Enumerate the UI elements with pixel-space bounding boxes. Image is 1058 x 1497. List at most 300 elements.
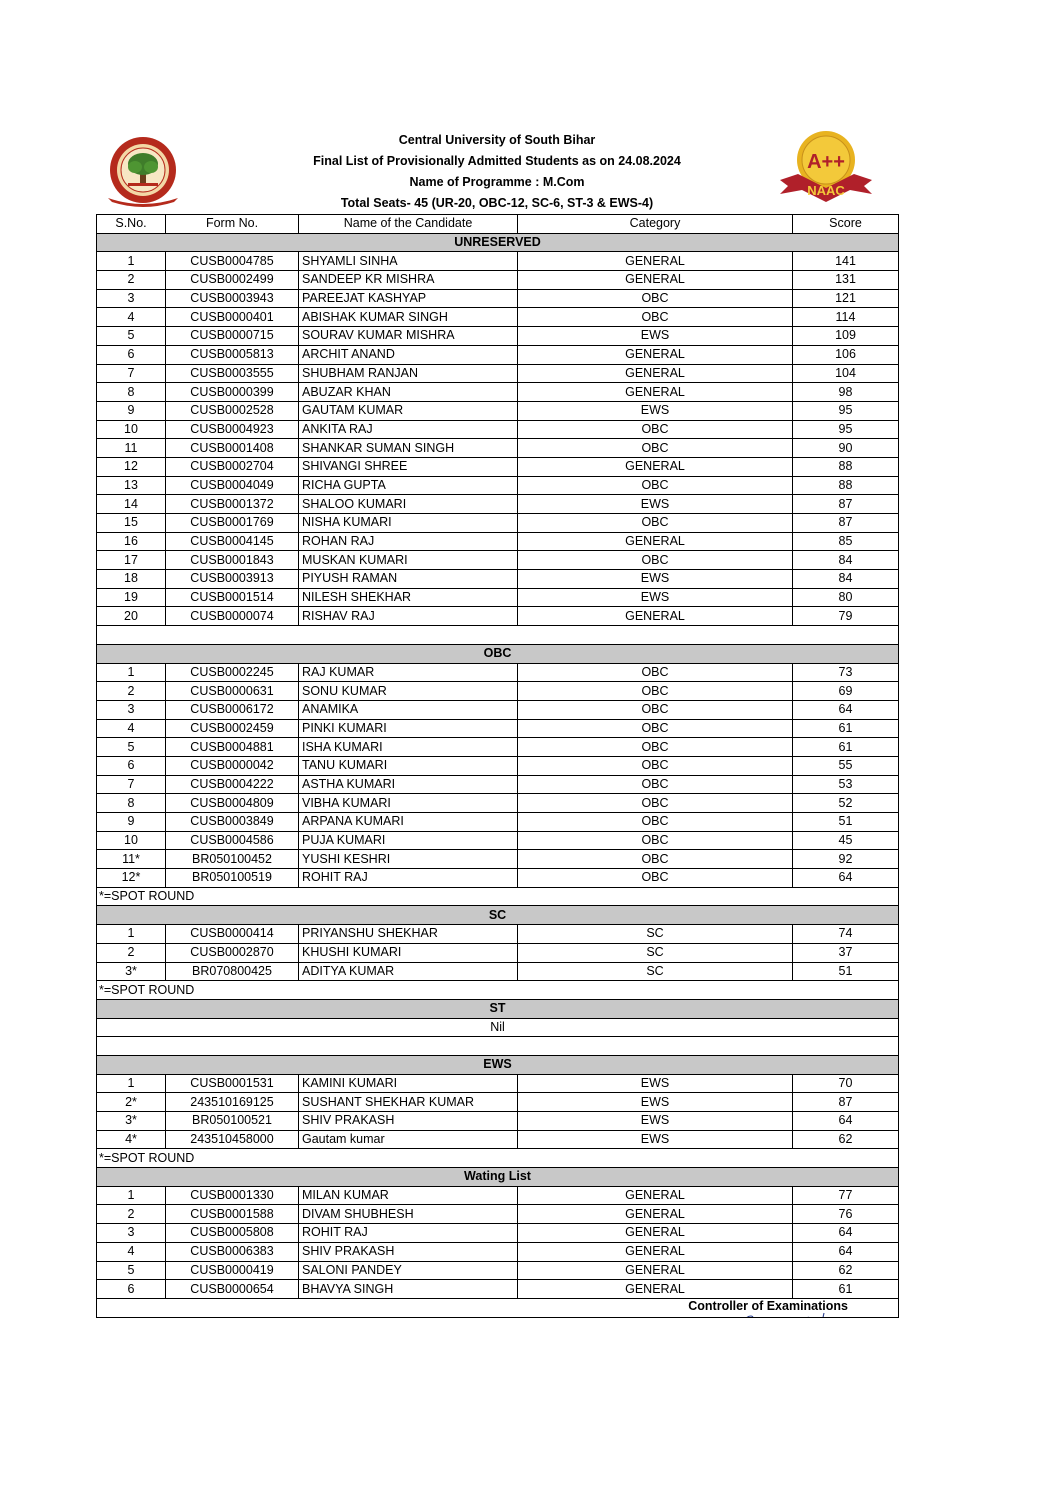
cell-category: GENERAL: [518, 271, 793, 290]
cell-form-no: CUSB0000399: [166, 383, 299, 402]
signature-cell: [97, 1298, 899, 1317]
cell-form-no: CUSB0004049: [166, 476, 299, 495]
cell-name: NILESH SHEKHAR: [299, 588, 518, 607]
cell-name: ANKITA RAJ: [299, 420, 518, 439]
cell-form-no: CUSB0001408: [166, 439, 299, 458]
cell-sno: 2: [97, 682, 166, 701]
cell-category: SC: [518, 943, 793, 962]
cell-category: EWS: [518, 1074, 793, 1093]
cell-category: OBC: [518, 420, 793, 439]
cell-sno: 8: [97, 383, 166, 402]
cell-score: 51: [793, 813, 899, 832]
cell-category: OBC: [518, 663, 793, 682]
cell-category: GENERAL: [518, 1224, 793, 1243]
cell-category: EWS: [518, 1112, 793, 1131]
naac-badge: [778, 130, 874, 208]
cell-sno: 15: [97, 514, 166, 533]
cell-score: 62: [793, 1130, 899, 1149]
cell-category: OBC: [518, 756, 793, 775]
cell-form-no: CUSB0002499: [166, 271, 299, 290]
programme-name: Name of Programme : M.Com: [409, 175, 585, 189]
table-row: [97, 719, 899, 738]
cell-name: YUSHI KESHRI: [299, 850, 518, 869]
cell-category: OBC: [518, 869, 793, 888]
cell-name: GAUTAM KUMAR: [299, 401, 518, 420]
cell-category: EWS: [518, 327, 793, 346]
cell-category: EWS: [518, 495, 793, 514]
cell-sno: 6: [97, 756, 166, 775]
cell-score: 55: [793, 756, 899, 775]
cell-name: RISHAV RAJ: [299, 607, 518, 626]
table-row: [97, 700, 899, 719]
cell-score: 74: [793, 925, 899, 944]
cell-form-no: CUSB0003943: [166, 289, 299, 308]
spot-round-note-row: [97, 981, 899, 1000]
cell-name: ASTHA KUMARI: [299, 775, 518, 794]
list-title: Final List of Provisionally Admitted Students as on 24.08.2024: [313, 154, 681, 168]
cell-score: 92: [793, 850, 899, 869]
cell-score: 73: [793, 663, 899, 682]
cell-category: EWS: [518, 588, 793, 607]
cell-score: 121: [793, 289, 899, 308]
cell-score: 53: [793, 775, 899, 794]
cell-name: ANAMIKA: [299, 700, 518, 719]
cell-name: SHUBHAM RANJAN: [299, 364, 518, 383]
cell-name: ROHIT RAJ: [299, 1224, 518, 1243]
cell-form-no: BR050100521: [166, 1112, 299, 1131]
cell-form-no: CUSB0004222: [166, 775, 299, 794]
cell-name: PIYUSH RAMAN: [299, 570, 518, 589]
cell-sno: 2: [97, 943, 166, 962]
cell-score: 87: [793, 514, 899, 533]
cell-sno: 3: [97, 1224, 166, 1243]
section-header-st: [97, 999, 899, 1018]
col-sno-header: S.No.: [97, 215, 166, 234]
cell-score: 64: [793, 869, 899, 888]
cell-category: EWS: [518, 570, 793, 589]
cell-name: SHANKAR SUMAN SINGH: [299, 439, 518, 458]
table-row: [97, 551, 899, 570]
cell-score: 90: [793, 439, 899, 458]
table-row: [97, 457, 899, 476]
cell-category: OBC: [518, 682, 793, 701]
cell-score: 95: [793, 401, 899, 420]
spot-round-note-row: [97, 887, 899, 906]
cell-name: RICHA GUPTA: [299, 476, 518, 495]
naac-grade: A++: [807, 151, 845, 173]
cell-sno: 7: [97, 364, 166, 383]
cell-name: ABISHAK KUMAR SINGH: [299, 308, 518, 327]
cell-sno: 3: [97, 700, 166, 719]
table-row: [97, 925, 899, 944]
cell-name: ARCHIT ANAND: [299, 345, 518, 364]
cell-name: KHUSHI KUMARI: [299, 943, 518, 962]
cell-score: 77: [793, 1186, 899, 1205]
table-row: [97, 1261, 899, 1280]
table-row: [97, 401, 899, 420]
cell-category: OBC: [518, 551, 793, 570]
cell-score: 37: [793, 943, 899, 962]
cell-name: DIVAM SHUBHESH: [299, 1205, 518, 1224]
cell-sno: 1: [97, 663, 166, 682]
table-row: [97, 607, 899, 626]
table-row: [97, 1242, 899, 1261]
cell-score: 95: [793, 420, 899, 439]
cell-score: 131: [793, 271, 899, 290]
cell-name: KAMINI KUMARI: [299, 1074, 518, 1093]
cell-score: 52: [793, 794, 899, 813]
section-header-sc: [97, 906, 899, 925]
cell-score: 85: [793, 532, 899, 551]
table-row: [97, 756, 899, 775]
cell-form-no: CUSB0001588: [166, 1205, 299, 1224]
cell-name: SALONI PANDEY: [299, 1261, 518, 1280]
cell-score: 51: [793, 962, 899, 981]
cell-name: Gautam kumar: [299, 1130, 518, 1149]
cell-category: OBC: [518, 439, 793, 458]
col-category-header: Category: [518, 215, 793, 234]
cell-score: 106: [793, 345, 899, 364]
section-title: Wating List: [97, 1168, 899, 1187]
table-row: [97, 476, 899, 495]
section-title: OBC: [97, 644, 899, 663]
st-nil: Nil: [97, 1018, 899, 1037]
cell-sno: 10: [97, 831, 166, 850]
cell-score: 62: [793, 1261, 899, 1280]
cell-score: 84: [793, 551, 899, 570]
cell-form-no: CUSB0002245: [166, 663, 299, 682]
section-title: EWS: [97, 1055, 899, 1074]
col-score-header: Score: [793, 215, 899, 234]
cell-name: SHIVANGI SHREE: [299, 457, 518, 476]
cell-score: 98: [793, 383, 899, 402]
cell-category: GENERAL: [518, 1280, 793, 1299]
cell-sno: 9: [97, 813, 166, 832]
admission-table: [96, 214, 899, 1318]
cell-category: GENERAL: [518, 532, 793, 551]
table-row: [97, 663, 899, 682]
cell-sno: 6: [97, 345, 166, 364]
cell-category: GENERAL: [518, 457, 793, 476]
cell-form-no: CUSB0001514: [166, 588, 299, 607]
cell-category: GENERAL: [518, 252, 793, 271]
table-row: [97, 327, 899, 346]
cell-form-no: CUSB0002459: [166, 719, 299, 738]
cell-sno: 11: [97, 439, 166, 458]
cell-name: SHYAMLI SINHA: [299, 252, 518, 271]
cell-sno: 19: [97, 588, 166, 607]
cell-name: ABUZAR KHAN: [299, 383, 518, 402]
university-name: Central University of South Bihar: [398, 133, 596, 147]
cell-form-no: CUSB0005813: [166, 345, 299, 364]
cell-sno: 3*: [97, 1112, 166, 1131]
cell-category: GENERAL: [518, 1186, 793, 1205]
cell-sno: 4: [97, 1242, 166, 1261]
cell-category: GENERAL: [518, 1205, 793, 1224]
cell-category: EWS: [518, 1093, 793, 1112]
cell-sno: 5: [97, 327, 166, 346]
cell-form-no: CUSB0000074: [166, 607, 299, 626]
table-row: [97, 439, 899, 458]
table-row: [97, 495, 899, 514]
cell-name: SHIV PRAKASH: [299, 1242, 518, 1261]
cell-sno: 18: [97, 570, 166, 589]
table-row: [97, 532, 899, 551]
cell-category: OBC: [518, 850, 793, 869]
cell-category: OBC: [518, 775, 793, 794]
cell-name: PAREEJAT KASHYAP: [299, 289, 518, 308]
blank-row: [97, 1037, 899, 1056]
cell-score: 61: [793, 738, 899, 757]
cell-sno: 12*: [97, 869, 166, 888]
cell-score: 64: [793, 1112, 899, 1131]
cell-form-no: CUSB0003555: [166, 364, 299, 383]
cell-category: OBC: [518, 514, 793, 533]
table-row: [97, 420, 899, 439]
cell-sno: 1: [97, 1074, 166, 1093]
cell-sno: 4: [97, 719, 166, 738]
table-row: [97, 1186, 899, 1205]
cell-form-no: CUSB0004881: [166, 738, 299, 757]
cell-category: EWS: [518, 1130, 793, 1149]
cell-name: BHAVYA SINGH: [299, 1280, 518, 1299]
cell-sno: 1: [97, 1186, 166, 1205]
cell-category: SC: [518, 962, 793, 981]
table-header-row: [97, 215, 899, 234]
blank-row: [97, 626, 899, 645]
cell-name: PINKI KUMARI: [299, 719, 518, 738]
section-title: ST: [97, 999, 899, 1018]
table-row: [97, 1224, 899, 1243]
cell-score: 61: [793, 1280, 899, 1299]
cell-form-no: CUSB0002528: [166, 401, 299, 420]
table-row: [97, 869, 899, 888]
table-row: [97, 1280, 899, 1299]
cell-sno: 1: [97, 925, 166, 944]
cell-name: VIBHA KUMARI: [299, 794, 518, 813]
cell-sno: 2*: [97, 1093, 166, 1112]
st-nil-row: [97, 1018, 899, 1037]
cell-name: RAJ KUMAR: [299, 663, 518, 682]
cell-category: GENERAL: [518, 607, 793, 626]
cell-form-no: CUSB0002870: [166, 943, 299, 962]
cell-name: NISHA KUMARI: [299, 514, 518, 533]
cell-category: GENERAL: [518, 1261, 793, 1280]
table-row: [97, 1130, 899, 1149]
cell-form-no: CUSB0000631: [166, 682, 299, 701]
cell-score: 84: [793, 570, 899, 589]
cell-score: 114: [793, 308, 899, 327]
cell-sno: 8: [97, 794, 166, 813]
cell-name: SONU KUMAR: [299, 682, 518, 701]
table-row: [97, 1205, 899, 1224]
cell-score: 104: [793, 364, 899, 383]
cell-form-no: CUSB0004145: [166, 532, 299, 551]
cell-sno: 12: [97, 457, 166, 476]
cell-form-no: CUSB0000654: [166, 1280, 299, 1299]
table-row: [97, 1093, 899, 1112]
cell-score: 64: [793, 1242, 899, 1261]
cell-sno: 13: [97, 476, 166, 495]
cell-form-no: CUSB0005808: [166, 1224, 299, 1243]
cell-category: EWS: [518, 401, 793, 420]
cell-form-no: CUSB0006383: [166, 1242, 299, 1261]
cell-sno: 14: [97, 495, 166, 514]
cell-form-no: CUSB0004586: [166, 831, 299, 850]
cell-form-no: CUSB0001372: [166, 495, 299, 514]
table-row: [97, 682, 899, 701]
cell-name: SOURAV KUMAR MISHRA: [299, 327, 518, 346]
cell-form-no: CUSB0000419: [166, 1261, 299, 1280]
cell-form-no: CUSB0004809: [166, 794, 299, 813]
cell-category: OBC: [518, 700, 793, 719]
naac-label: NAAC: [807, 183, 845, 198]
cell-form-no: BR050100452: [166, 850, 299, 869]
cell-category: GENERAL: [518, 345, 793, 364]
table-row: [97, 271, 899, 290]
table-row: [97, 383, 899, 402]
cell-sno: 2: [97, 1205, 166, 1224]
spot-round-note: *=SPOT ROUND: [97, 1149, 899, 1168]
spot-round-note: *=SPOT ROUND: [97, 887, 899, 906]
table-row: [97, 943, 899, 962]
cell-form-no: 243510169125: [166, 1093, 299, 1112]
cell-sno: 3: [97, 289, 166, 308]
cell-form-no: CUSB0001531: [166, 1074, 299, 1093]
table-row: [97, 570, 899, 589]
cell-name: SHALOO KUMARI: [299, 495, 518, 514]
table-row: [97, 738, 899, 757]
cell-form-no: CUSB0004785: [166, 252, 299, 271]
cell-sno: 4*: [97, 1130, 166, 1149]
document-header: [96, 128, 898, 214]
table-row: [97, 794, 899, 813]
cell-score: 109: [793, 327, 899, 346]
cell-name: PUJA KUMARI: [299, 831, 518, 850]
cell-name: ADITYA KUMAR: [299, 962, 518, 981]
table-row: [97, 308, 899, 327]
table-row: [97, 364, 899, 383]
cell-score: 64: [793, 1224, 899, 1243]
cell-form-no: CUSB0000715: [166, 327, 299, 346]
blank-cell: [97, 1037, 899, 1056]
cell-form-no: BR070800425: [166, 962, 299, 981]
cell-form-no: CUSB0001769: [166, 514, 299, 533]
cell-sno: 10: [97, 420, 166, 439]
cell-category: OBC: [518, 794, 793, 813]
cell-form-no: 243510458000: [166, 1130, 299, 1149]
cell-sno: 16: [97, 532, 166, 551]
cell-name: ROHIT RAJ: [299, 869, 518, 888]
spot-round-note-row: [97, 1149, 899, 1168]
cell-sno: 2: [97, 271, 166, 290]
total-seats: Total Seats- 45 (UR-20, OBC-12, SC-6, ST-3 & EWS-4): [340, 196, 654, 210]
cell-form-no: CUSB0001843: [166, 551, 299, 570]
table-row: [97, 813, 899, 832]
controller-signatory: Controller of Examinations: [688, 1298, 848, 1313]
cell-name: ISHA KUMARI: [299, 738, 518, 757]
cell-category: OBC: [518, 738, 793, 757]
cell-name: SANDEEP KR MISHRA: [299, 271, 518, 290]
section-header-ews: [97, 1055, 899, 1074]
cell-name: MILAN KUMAR: [299, 1186, 518, 1205]
table-row: [97, 588, 899, 607]
cell-sno: 11*: [97, 850, 166, 869]
section-title: SC: [97, 906, 899, 925]
table-row: [97, 850, 899, 869]
cell-sno: 5: [97, 1261, 166, 1280]
cell-sno: 20: [97, 607, 166, 626]
table-row: [97, 831, 899, 850]
table-row: [97, 775, 899, 794]
cell-score: 88: [793, 476, 899, 495]
table-row: [97, 289, 899, 308]
section-header-obc: [97, 644, 899, 663]
cell-category: OBC: [518, 289, 793, 308]
cell-sno: 1: [97, 252, 166, 271]
cell-name: SUSHANT SHEKHAR KUMAR: [299, 1093, 518, 1112]
cell-score: 70: [793, 1074, 899, 1093]
cell-form-no: CUSB0003913: [166, 570, 299, 589]
cell-category: GENERAL: [518, 364, 793, 383]
col-name-header: Name of the Candidate: [299, 215, 518, 234]
cell-sno: 5: [97, 738, 166, 757]
section-header-waiting: [97, 1168, 899, 1187]
table-row: [97, 1112, 899, 1131]
cell-sno: 6: [97, 1280, 166, 1299]
cell-sno: 7: [97, 775, 166, 794]
cell-category: OBC: [518, 719, 793, 738]
table-row: [97, 345, 899, 364]
table-row: [97, 514, 899, 533]
cell-name: MUSKAN KUMARI: [299, 551, 518, 570]
cell-form-no: CUSB0000414: [166, 925, 299, 944]
cell-form-no: CUSB0006172: [166, 700, 299, 719]
cell-form-no: BR050100519: [166, 869, 299, 888]
cell-score: 45: [793, 831, 899, 850]
cell-score: 61: [793, 719, 899, 738]
cell-score: 80: [793, 588, 899, 607]
cell-sno: 4: [97, 308, 166, 327]
cell-category: GENERAL: [518, 1242, 793, 1261]
cell-name: SHIV PRAKASH: [299, 1112, 518, 1131]
cell-score: 79: [793, 607, 899, 626]
cell-score: 64: [793, 700, 899, 719]
cell-category: OBC: [518, 813, 793, 832]
cell-score: 141: [793, 252, 899, 271]
col-formno-header: Form No.: [166, 215, 299, 234]
blank-cell: [97, 626, 899, 645]
section-header-unreserved: [97, 233, 899, 252]
cell-name: PRIYANSHU SHEKHAR: [299, 925, 518, 944]
cell-form-no: CUSB0000042: [166, 756, 299, 775]
cell-score: 76: [793, 1205, 899, 1224]
cell-score: 69: [793, 682, 899, 701]
cell-category: OBC: [518, 308, 793, 327]
cell-score: 87: [793, 1093, 899, 1112]
cell-category: SC: [518, 925, 793, 944]
cell-name: ARPANA KUMARI: [299, 813, 518, 832]
cell-form-no: CUSB0000401: [166, 308, 299, 327]
spot-round-note: *=SPOT ROUND: [97, 981, 899, 1000]
signature-row: [97, 1298, 899, 1317]
cell-score: 88: [793, 457, 899, 476]
cell-sno: 17: [97, 551, 166, 570]
cell-category: OBC: [518, 831, 793, 850]
cell-form-no: CUSB0001330: [166, 1186, 299, 1205]
cell-form-no: CUSB0003849: [166, 813, 299, 832]
cell-category: OBC: [518, 476, 793, 495]
